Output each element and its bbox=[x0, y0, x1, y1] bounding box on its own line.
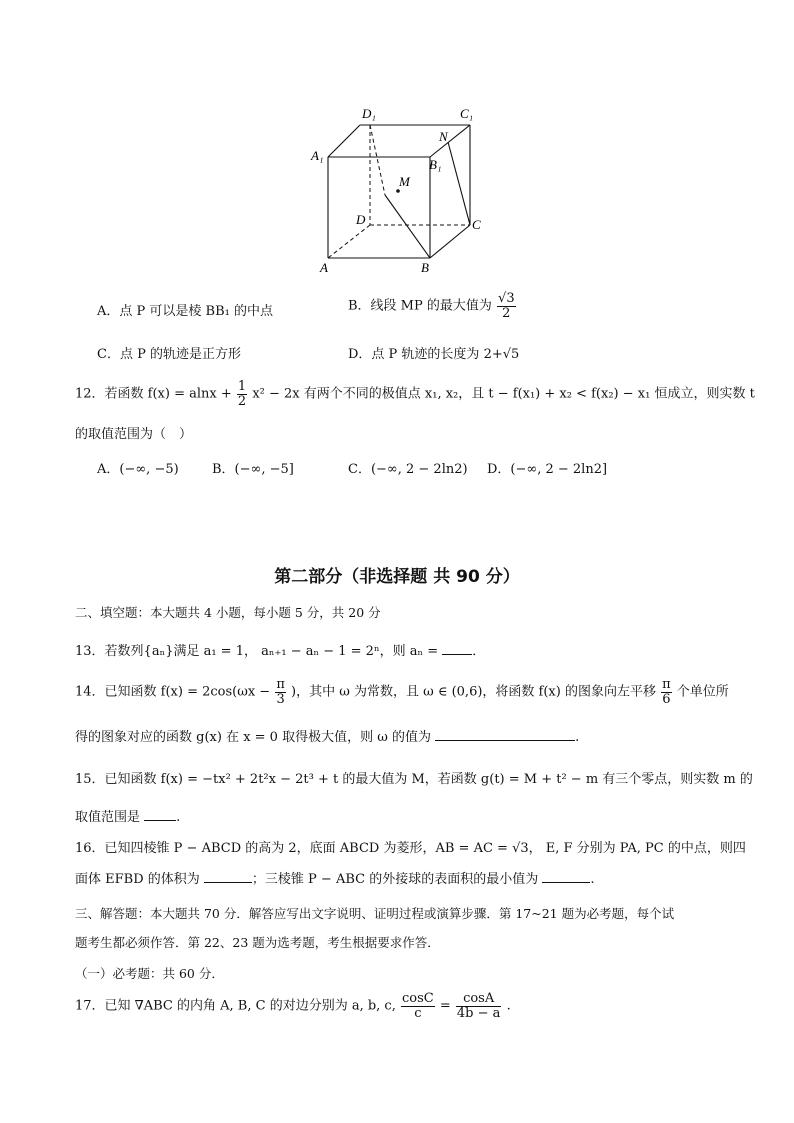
q16-line2 bbox=[75, 868, 595, 887]
frac-num: √3 bbox=[498, 291, 515, 306]
label-m: M bbox=[399, 174, 410, 189]
fill-in-header: 二、填空题：本大题共 4 小题，每小题 5 分，共 20 分 bbox=[75, 605, 381, 620]
q13-end: ． bbox=[472, 644, 486, 659]
frac-den: 2 bbox=[502, 305, 511, 321]
q15-answer-blank[interactable] bbox=[144, 808, 176, 821]
label-c1: C₁ bbox=[460, 106, 474, 121]
q14-line2 bbox=[75, 726, 579, 745]
q15-line2 bbox=[75, 806, 180, 825]
q14-answer-blank[interactable] bbox=[435, 728, 575, 741]
q15-text-line2: 取值范围是 bbox=[75, 810, 141, 825]
label-b: B bbox=[421, 260, 429, 275]
q13-answer-blank[interactable] bbox=[442, 642, 472, 655]
q17 bbox=[75, 992, 511, 1020]
q16-text-b: ；三棱锥 P − ABC 的外接球的表面积的最小值为 bbox=[251, 872, 539, 887]
q16-answer-blank-2[interactable] bbox=[542, 870, 590, 883]
q14-end: . bbox=[575, 730, 580, 745]
q11-option-c: C．点 P 的轨迹是正方形 bbox=[97, 347, 241, 362]
q12-fraction bbox=[237, 380, 247, 408]
q11-option-b-text: B．线段 MP 的最大值为 bbox=[348, 298, 492, 314]
q17-text: 17．已知 ∇ABC 的内角 A, B, C 的对边分别为 a, b, c, bbox=[75, 998, 396, 1014]
q12-option-c: C．(−∞, 2 − 2ln2) bbox=[348, 462, 468, 477]
q16-answer-blank-1[interactable] bbox=[204, 870, 252, 883]
q13 bbox=[75, 640, 485, 659]
q12-option-d: D．(−∞, 2 − 2ln2] bbox=[487, 462, 608, 477]
q14-line1 bbox=[75, 678, 729, 706]
q17-fraction-2 bbox=[456, 992, 502, 1020]
q17-equals: = bbox=[439, 998, 451, 1014]
q14-shift-fraction bbox=[661, 678, 672, 706]
q14-pi-fraction bbox=[275, 678, 286, 706]
label-d: D bbox=[356, 212, 366, 227]
q14-text-a: 14．已知函数 f(x) = 2cos(ωx − bbox=[75, 684, 271, 700]
frac-den: 6 bbox=[662, 691, 671, 707]
frac-num: cosA bbox=[456, 992, 502, 1007]
q12-line2: 的取值范围为（ ） bbox=[75, 427, 193, 442]
q11-option-d: D．点 P 轨迹的长度为 2+√5 bbox=[348, 347, 520, 362]
q12-text-a: 12．若函数 f(x) = alnx + bbox=[75, 386, 232, 402]
label-c: C bbox=[472, 217, 481, 232]
q16-text-a: 面体 EFBD 的体积为 bbox=[75, 872, 200, 887]
q14-text-line2: 得的图象对应的函数 g(x) 在 x = 0 取得极大值，则 ω 的值为 bbox=[75, 730, 431, 745]
q12-text-b: x² − 2x 有两个不同的极值点 x₁, x₂，且 t − f(x₁) + x₂ < f(x₂) − x₁ 恒成立，则实数 t bbox=[252, 386, 755, 402]
q16-end: . bbox=[590, 872, 595, 887]
q17-fraction-1 bbox=[401, 992, 435, 1020]
frac-den: 4b − a bbox=[456, 1005, 501, 1021]
q14-text-b: )，其中 ω 为常数，且 ω ∈ (0,6)，将函数 f(x) 的图象向左平移 bbox=[291, 684, 656, 700]
required-header: （一）必考题：共 60 分． bbox=[75, 966, 224, 981]
q12-option-a: A．(−∞, −5) bbox=[97, 462, 179, 477]
q12-option-b: B．(−∞, −5] bbox=[212, 462, 294, 477]
label-b1: B₁ bbox=[429, 157, 442, 172]
frac-num: 1 bbox=[237, 379, 247, 394]
q11-option-a: A．点 P 可以是棱 BB₁ 的中点 bbox=[97, 304, 273, 319]
cube-figure bbox=[300, 100, 500, 280]
q15-line1: 15．已知函数 f(x) = −tx² + 2t²x − 2t³ + t 的最大值为 M，若函数 g(t) = M + t² − m 有三个零点，则实数 m 的 bbox=[75, 772, 753, 787]
label-a: A bbox=[320, 260, 328, 275]
q11-option-b-fraction bbox=[497, 292, 516, 320]
part2-title: 第二部分（非选择题 共 90 分） bbox=[274, 567, 520, 587]
solve-header-line2: 题考生都必须作答．第 22、23 题为选考题，考生根据要求作答． bbox=[75, 935, 440, 950]
frac-den: c bbox=[414, 1005, 422, 1021]
frac-num: cosC bbox=[401, 991, 434, 1006]
q16-line1: 16．已知四棱锥 P − ABCD 的高为 2，底面 ABCD 为菱形，AB = AC = √3， E, F 分别为 PA, PC 的中点，则四 bbox=[75, 841, 746, 856]
frac-num: π bbox=[662, 677, 671, 692]
frac-den: 3 bbox=[276, 691, 285, 707]
label-a1: A₁ bbox=[311, 148, 324, 163]
q12-line1 bbox=[75, 380, 755, 408]
q14-text-c: 个单位所 bbox=[676, 684, 729, 700]
q11-option-b bbox=[348, 292, 517, 320]
q15-end: . bbox=[176, 810, 181, 825]
label-d1: D₁ bbox=[362, 106, 376, 121]
label-n: N bbox=[439, 129, 448, 144]
frac-num: π bbox=[276, 677, 285, 692]
q13-text: 13．若数列{aₙ}满足 a₁ = 1， aₙ₊₁ − aₙ − 1 = 2ⁿ，则 aₙ = bbox=[75, 644, 439, 659]
frac-den: 2 bbox=[237, 393, 247, 409]
q17-end: . bbox=[506, 998, 511, 1014]
solve-header-line1: 三、解答题：本大题共 70 分．解答应写出文字说明、证明过程或演算步骤．第 17~21 题为必考题，每个试 bbox=[75, 906, 675, 921]
